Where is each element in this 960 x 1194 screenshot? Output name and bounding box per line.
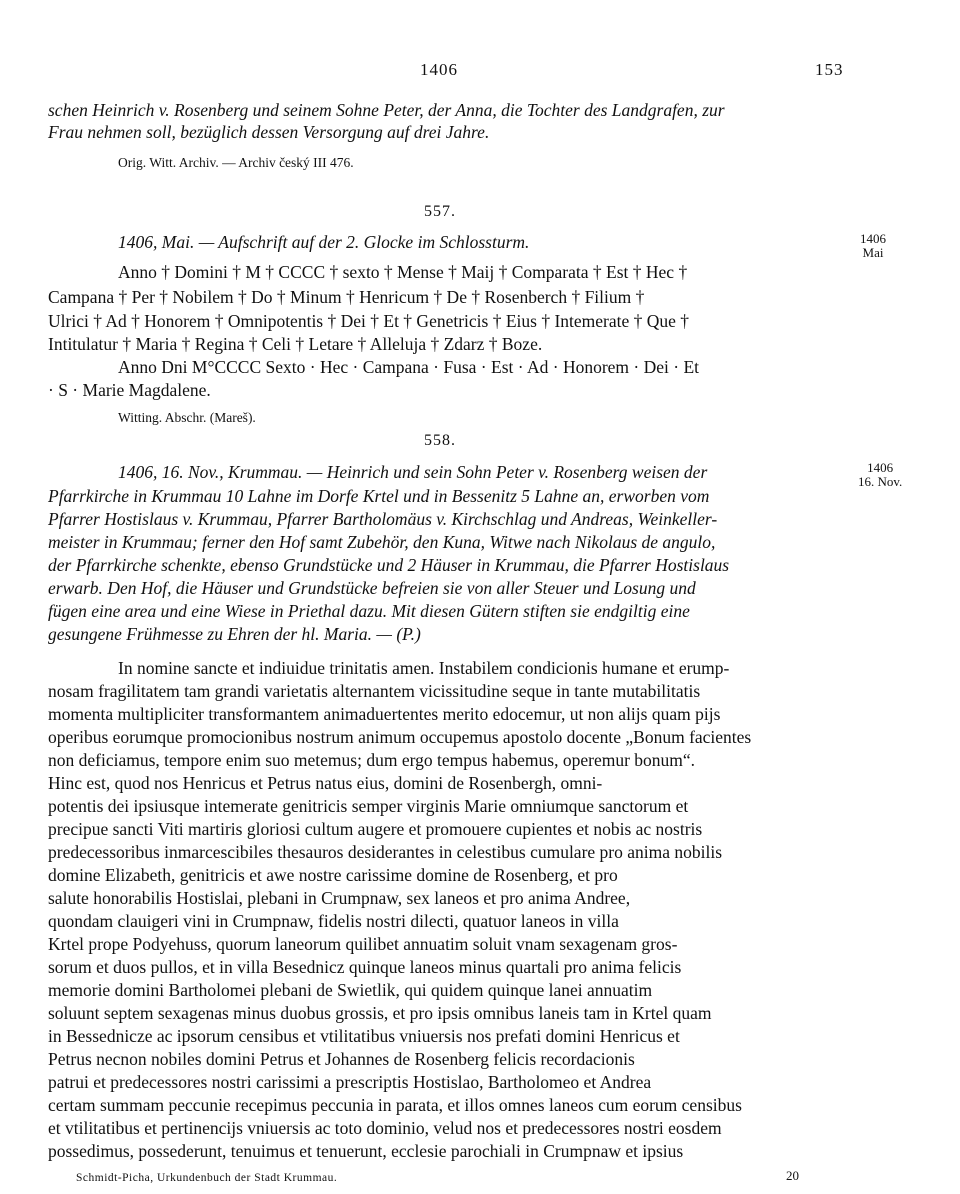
inscription-line: Intitulatur † Maria † Regina † Celi † Letare † Alleluja † Zdarz † Boze. [48, 334, 543, 354]
charter-line: quondam clauigeri vini in Crumpnaw, fidelis nostri dilecti, quatuor laneos in villa [48, 911, 619, 931]
regest-line: der Pfarrkirche schenkte, ebenso Grundstücke und 2 Häuser in Krummau, die Pfarrer Hostislaus [48, 555, 730, 575]
regest-line: Pfarrkirche in Krummau 10 Lahne im Dorfe Krtel und in Bessenitz 5 Lahne an, erworben vom [48, 486, 710, 506]
regest-line: fügen eine area und eine Wiese in Priethal dazu. Mit diesen Gütern stiften sie endgiltig eine [48, 601, 690, 621]
regest-line: 1406, 16. Nov., Krummau. — Heinrich und sein Sohn Peter v. Rosenberg weisen der [118, 462, 708, 482]
charter-line: Krtel prope Podyehuss, quorum laneorum quilibet annuatim soluit vnam sexagenam gros- [48, 934, 678, 954]
charter-line: precipue sancti Viti martiris gloriosi cultum augere et promouere cupientes et nobis ac nostris [48, 819, 703, 839]
charter-line: et vtilitatibus et pertinencijs vniuersis ac toto dominio, velud nos et predecessores nostri eosdem [48, 1118, 722, 1138]
charter-line: domine Elizabeth, genitricis et awe nostre carissime domine de Rosenberg, et pro [48, 865, 618, 885]
charter-line: patrui et predecessores nostri carissimi a prescriptis Hostislao, Bartholomeo et Andrea [48, 1072, 652, 1092]
prev-entry-line: schen Heinrich v. Rosenberg und seinem Sohne Peter, der Anna, die Tochter des Landgrafen, zur [48, 100, 725, 120]
entry-557-source: Witting. Abschr. (Mareš). [118, 410, 256, 425]
charter-line: salute honorabilis Hostislai, plebani in Crumpnaw, sex laneos et pro anima Andree, [48, 888, 631, 908]
margin-day-month: 16. Nov. [858, 474, 903, 489]
charter-line: Hinc est, quod nos Henricus et Petrus natus eius, domini de Rosenbergh, omni- [48, 773, 603, 793]
charter-line: possedimus, possederunt, tenuimus et tenuerunt, ecclesie parochiali in Crumpnaw et ipsius [48, 1141, 684, 1161]
charter-line: predecessoribus inmarcescibiles thesauros desiderantes in celestibus cumulare pro anima nobilis [48, 842, 723, 862]
inscription-line: Anno Dni M°CCCC Sexto · Hec · Campana · Fusa · Est · Ad · Honorem · Dei · Et [118, 357, 700, 377]
regest-line: erwarb. Den Hof, die Häuser und Grundstücke befreien sie von aller Steuer und Losung und [48, 578, 696, 598]
inscription-line: Ulrici † Ad † Honorem † Omnipotentis † Dei † Et † Genetricis † Eius † Intemerate † Que † [48, 311, 690, 331]
charter-line: soluunt septem sexagenas minus duobus grossis, et pro ipsis omnibus laneis tam in Krtel quam [48, 1003, 712, 1023]
entry-558-margin-date [858, 461, 902, 489]
prev-entry-source: Orig. Witt. Archiv. — Archiv český III 476. [118, 155, 354, 170]
charter-line: memorie domini Bartholomei plebani de Swietlik, qui quidem quinque lanei annuatim [48, 980, 653, 1000]
charter-line: momenta multipliciter transformantem animaduertentes merito edocemur, ut non alijs quam pijs [48, 704, 721, 724]
margin-month: Mai [862, 245, 884, 260]
prev-entry-line: Frau nehmen soll, bezüglich dessen Versorgung auf drei Jahre. [48, 122, 490, 142]
inscription-line: Campana † Per † Nobilem † Do † Minum † Henricum † De † Rosenberch † Filium † [48, 287, 645, 307]
regest-line: meister in Krummau; ferner den Hof samt Zubehör, den Kuna, Witwe nach Nikolaus de angulo, [48, 532, 716, 552]
header-year: 1406 [420, 60, 458, 79]
entry-number-558: 558. [424, 432, 456, 449]
footer-source: Schmidt-Picha, Urkundenbuch der Stadt Krummau. [76, 1172, 338, 1184]
footer-signature-number: 20 [786, 1168, 799, 1183]
regest-line: Pfarrer Hostislaus v. Krummau, Pfarrer Bartholomäus v. Kirchschlag und Andreas, Weinkeller- [48, 509, 718, 529]
regest-line: gesungene Frühmesse zu Ehren der hl. Maria. — (P.) [48, 624, 421, 644]
entry-number-557: 557. [424, 203, 456, 220]
charter-line: in Bessednicze ac ipsorum censibus et vtilitatibus vniuersis nos prefati domini Henricus et [48, 1026, 680, 1046]
entry-557-margin-date [860, 232, 886, 260]
charter-line: Petrus necnon nobiles domini Petrus et Johannes de Rosenberg felicis recordacionis [48, 1049, 635, 1069]
charter-line: nosam fragilitatem tam grandi varietatis alternantem vicissitudine seque in tante mutabilitatis [48, 681, 701, 701]
charter-line: certam summam peccunie recepimus peccunia in parata, et illos omnes laneos cum eorum censibus [48, 1095, 742, 1115]
inscription-line: · S · Marie Magdalene. [48, 380, 211, 400]
charter-line: operibus eorumque promocionibus nostrum animum occupemus apostolo docente „Bonum facientes [48, 727, 752, 747]
margin-year: 1406 [860, 231, 886, 246]
charter-line: In nomine sancte et indiuidue trinitatis amen. Instabilem condicionis humane et erump- [118, 658, 730, 678]
charter-line: sorum et duos pullos, et in villa Besednicz quinque laneos minus quartali pro anima felicis [48, 957, 682, 977]
charter-line: potentis dei ipsiusque intemerate genitricis semper virginis Marie omniumque sanctorum et [48, 796, 689, 816]
inscription-line: Anno † Domini † M † CCCC † sexto † Mense † Maij † Comparata † Est † Hec † [118, 262, 688, 282]
charter-line: non deficiamus, tempore enim suo metemus; dum ergo tempus habemus, operemur bonum“. [48, 750, 696, 770]
header-page-number: 153 [815, 60, 844, 79]
margin-year: 1406 [867, 460, 894, 475]
entry-557-heading: 1406, Mai. — Aufschrift auf der 2. Glocke im Schlossturm. [118, 232, 530, 252]
